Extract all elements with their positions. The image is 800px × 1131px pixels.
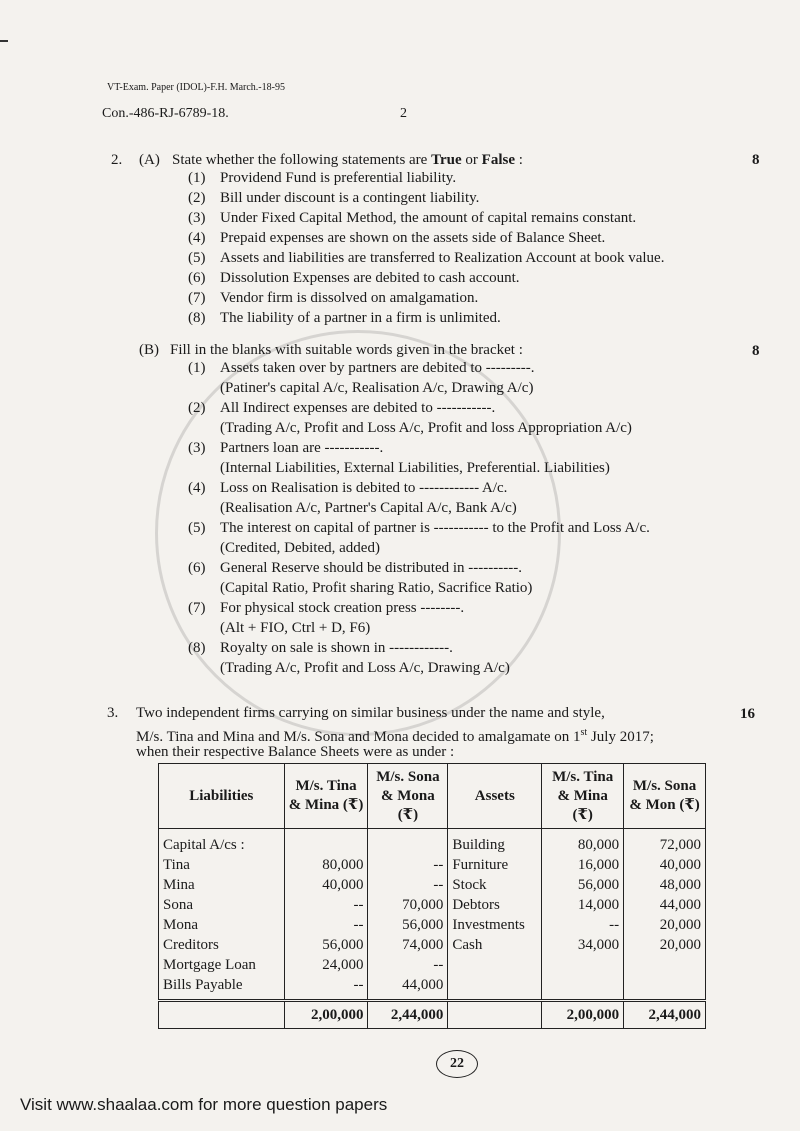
page-number: 2 (400, 106, 407, 121)
liability-label: Creditors (163, 937, 219, 953)
q2a-statement (188, 170, 456, 187)
blank-number: (4) (188, 480, 206, 496)
liability-tina-value: 56,000 (322, 937, 364, 953)
q2b-blank-item (188, 480, 507, 497)
asset-sona-value: 48,000 (659, 877, 701, 893)
q3-number: 3. (107, 705, 119, 721)
q2a-intro-text: State whether the following statements are (172, 152, 432, 168)
asset-sona-value: 40,000 (659, 857, 701, 873)
blank-text: The interest on capital of partner is ----------- to the Profit and Loss A/c. (220, 520, 650, 536)
q3-line1: Two independent firms carrying on similar business under the name and style, (136, 705, 605, 721)
liability-label: Bills Payable (163, 977, 243, 993)
or-word: or (461, 152, 482, 168)
asset-label: Building (452, 837, 505, 853)
liability-label: Tina (163, 857, 190, 873)
liability-tina-value: -- (353, 977, 364, 993)
q3-line2-text: M/s. Tina and Mina and M/s. Sona and Mona decided to amalgamate on 1 (136, 729, 581, 745)
q3-line2-sup: st (580, 727, 588, 738)
asset-label: Stock (452, 877, 487, 893)
liability-sona-value: 44,000 (402, 977, 444, 993)
q2a-intro (172, 150, 523, 170)
statement-text: Vendor firm is dissolved on amalgamation. (220, 290, 479, 306)
q2a-statement (188, 310, 501, 327)
liability-label: Sona (163, 897, 193, 913)
statement-text: Prepaid expenses are shown on the assets side of Balance Sheet. (220, 230, 606, 246)
asset-label: Debtors (452, 897, 500, 913)
statement-number: (2) (188, 190, 206, 206)
q2b-blank-item (188, 640, 453, 657)
q2a-marks: 8 (752, 152, 760, 168)
header-sona-assets: M/s. Sona & Mon (₹) (624, 764, 706, 829)
blank-number: (6) (188, 560, 206, 576)
asset-tina-value (546, 955, 619, 975)
q2a-statement (188, 270, 520, 287)
total-liab-sona: 2,44,000 (368, 1001, 448, 1029)
blank-options: (Internal Liabilities, External Liabilities, Preferential. Liabilities) (220, 460, 610, 476)
footer-text: Visit www.shaalaa.com for more question papers (20, 1095, 388, 1114)
table-total-row (159, 1001, 706, 1029)
total-liab-tina: 2,00,000 (284, 1001, 368, 1029)
blank-text: All Indirect expenses are debited to -----------. (220, 400, 496, 416)
q2b-blank-item (188, 360, 534, 377)
q2b-blank-item (188, 400, 495, 417)
q2b-intro: Fill in the blanks with suitable words given in the bracket : (170, 342, 523, 358)
q2a-statement (188, 290, 478, 307)
asset-sona-value (628, 975, 701, 995)
asset-label: Investments (452, 917, 525, 933)
liability-sona-value: 70,000 (402, 897, 444, 913)
asset-tina-value: 14,000 (577, 897, 620, 913)
blank-number: (8) (188, 640, 206, 656)
blank-number: (7) (188, 600, 206, 616)
blank-options: (Trading A/c, Profit and Loss A/c, Profit and loss Appropriation A/c) (220, 420, 632, 436)
statement-text: Under Fixed Capital Method, the amount of capital remains constant. (220, 210, 637, 226)
liability-sona-value: 74,000 (402, 937, 444, 953)
table-body-row (159, 829, 706, 1001)
blank-number: (2) (188, 400, 206, 416)
blank-text: Loss on Realisation is debited to ------------ A/c. (220, 480, 508, 496)
statement-text: Bill under discount is a contingent liability. (220, 190, 480, 206)
header-tina-assets: M/s. Tina & Mina (₹) (542, 764, 624, 829)
statement-number: (1) (188, 170, 206, 186)
header-sona-liab: M/s. Sona & Mona (₹) (368, 764, 448, 829)
statement-number: (7) (188, 290, 206, 306)
blank-options: (Alt + FIO, Ctrl + D, F6) (220, 620, 371, 636)
statement-text: Providend Fund is preferential liability. (220, 170, 457, 186)
total-label-cell (159, 1001, 285, 1029)
blank-text: General Reserve should be distributed in ----------. (220, 560, 522, 576)
asset-sona-value: 72,000 (659, 837, 701, 853)
liability-sona-value: -- (433, 857, 444, 873)
q2a-label: (A) (139, 152, 160, 168)
liability-sona-value (372, 835, 443, 855)
asset-tina-value: -- (609, 917, 620, 933)
page-edge-mark (0, 40, 8, 42)
liability-sona-value: 56,000 (402, 917, 444, 933)
liability-tina-value: -- (353, 917, 364, 933)
asset-tina-value: 34,000 (577, 937, 620, 953)
con-code: Con.-486-RJ-6789-18. (102, 106, 229, 121)
q2a-statement (188, 190, 479, 207)
asset-label (452, 955, 537, 975)
asset-sona-value: 20,000 (659, 937, 701, 953)
assets-tina-values (542, 829, 624, 1001)
liability-tina-value: 80,000 (322, 857, 364, 873)
blank-options: (Realisation A/c, Partner's Capital A/c, Bank A/c) (220, 500, 517, 516)
header-assets: Assets (448, 764, 542, 829)
liability-label: Mina (163, 877, 195, 893)
liability-tina-value (289, 835, 364, 855)
page-circle-number: 22 (436, 1050, 478, 1078)
q2b-blank-item (188, 600, 464, 617)
total-asset-label-cell (448, 1001, 542, 1029)
blank-options: (Capital Ratio, Profit sharing Ratio, Sacrifice Ratio) (220, 580, 533, 596)
q2a-statement (188, 210, 636, 227)
balance-sheet-table (158, 763, 706, 1029)
false-word: False (481, 152, 515, 168)
liability-sona-value: -- (433, 877, 444, 893)
header-liabilities: Liabilities (159, 764, 285, 829)
q2b-blank-item (188, 560, 522, 577)
asset-label: Furniture (452, 857, 509, 873)
blank-number: (5) (188, 520, 206, 536)
asset-tina-value (546, 975, 619, 995)
header-tina-liab: M/s. Tina & Mina (₹) (284, 764, 368, 829)
liability-sona-value: -- (433, 957, 444, 973)
liability-label: Capital A/cs : (163, 837, 245, 853)
liability-label: Mona (163, 917, 198, 933)
statement-number: (4) (188, 230, 206, 246)
assets-labels (448, 829, 542, 1001)
blank-text: Partners loan are -----------. (220, 440, 384, 456)
liability-label: Mortgage Loan (163, 957, 256, 973)
q2b-marks: 8 (752, 343, 760, 359)
asset-sona-value (628, 955, 701, 975)
asset-tina-value: 56,000 (577, 877, 620, 893)
asset-sona-value: 20,000 (659, 917, 701, 933)
q2b-label: (B) (139, 342, 159, 358)
asset-label (452, 975, 537, 995)
blank-options: (Trading A/c, Profit and Loss A/c, Drawing A/c) (220, 660, 510, 676)
total-asset-tina: 2,00,000 (542, 1001, 624, 1029)
asset-label: Cash (452, 937, 483, 953)
liabilities-tina-values (284, 829, 368, 1001)
blank-options: (Credited, Debited, added) (220, 540, 380, 556)
blank-number: (1) (188, 360, 206, 376)
q2a-statement (188, 250, 664, 267)
q2a-intro-colon: : (514, 152, 523, 168)
statement-text: The liability of a partner in a firm is unlimited. (220, 310, 501, 326)
liabilities-labels (159, 829, 285, 1001)
total-asset-sona: 2,44,000 (624, 1001, 706, 1029)
q2a-statement (188, 230, 605, 247)
q2b-blank-item (188, 520, 650, 537)
statement-number: (3) (188, 210, 206, 226)
q3-line2-end: July 2017; (587, 729, 654, 745)
liability-tina-value: 40,000 (322, 877, 364, 893)
true-word: True (431, 152, 462, 168)
blank-options: (Patiner's capital A/c, Realisation A/c, Drawing A/c) (220, 380, 534, 396)
statement-number: (6) (188, 270, 206, 286)
liabilities-sona-values (368, 829, 448, 1001)
q2-number: 2. (111, 152, 123, 168)
statement-number: (5) (188, 250, 206, 266)
statement-text: Assets and liabilities are transferred to Realization Account at book value. (220, 250, 665, 266)
statement-number: (8) (188, 310, 206, 326)
q3-line3: when their respective Balance Sheets were as under : (136, 744, 455, 760)
liability-tina-value: 24,000 (322, 957, 364, 973)
blank-number: (3) (188, 440, 206, 456)
assets-sona-values (624, 829, 706, 1001)
exam-line: VT-Exam. Paper (IDOL)-F.H. March.-18-95 (107, 82, 285, 93)
asset-tina-value: 16,000 (577, 857, 620, 873)
liability-tina-value: -- (353, 897, 364, 913)
blank-text: Royalty on sale is shown in ------------. (220, 640, 453, 656)
q3-marks: 16 (740, 706, 755, 722)
asset-tina-value: 80,000 (577, 837, 620, 853)
statement-text: Dissolution Expenses are debited to cash account. (220, 270, 520, 286)
asset-sona-value: 44,000 (659, 897, 701, 913)
table-header-row (159, 764, 706, 829)
blank-text: For physical stock creation press --------. (220, 600, 465, 616)
blank-text: Assets taken over by partners are debited to ---------. (220, 360, 535, 376)
q2b-blank-item (188, 440, 383, 457)
